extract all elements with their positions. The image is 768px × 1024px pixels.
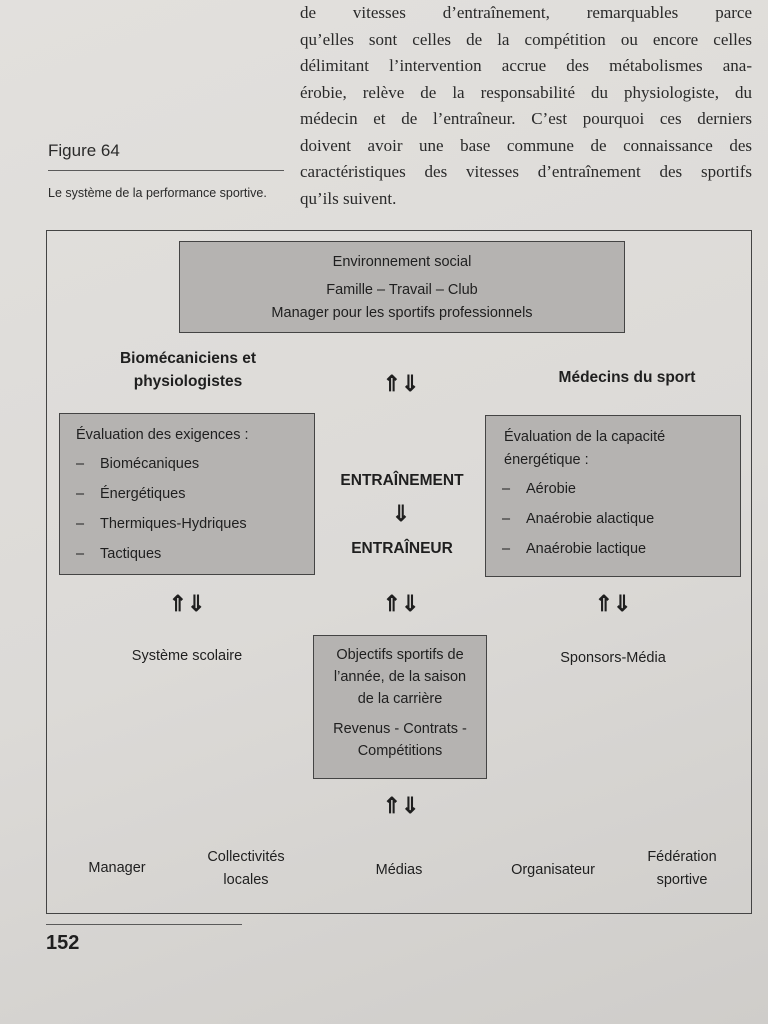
requirement-item: – Énergétiques [60, 479, 314, 509]
right-heading: Médecins du sport [558, 369, 696, 386]
capacity-title: Évaluation de la capacité [504, 429, 666, 445]
body-line: doivent avoir une base commune de connaissance des [300, 135, 752, 155]
manager-label: Manager [88, 860, 146, 876]
environment-box [179, 241, 625, 333]
collectivites-line: locales [223, 872, 269, 888]
capacity-box [485, 415, 741, 577]
left-heading-line: Biomécaniciens et [119, 350, 257, 367]
environment-title: Environnement social [332, 254, 472, 270]
figure-label: Figure 64 [48, 141, 120, 160]
organisateur-label: Organisateur [511, 862, 595, 878]
figure-caption: Le système de la performance sportive. [48, 186, 267, 200]
up-down-arrow-icon: ⇑⇓ [168, 591, 206, 616]
federation-label [627, 846, 737, 892]
page-number-rule [46, 924, 242, 925]
objectives-line: Revenus - Contrats - [333, 721, 467, 737]
collectivites-line: Collectivités [207, 849, 285, 865]
requirements-title: Évaluation des exigences : [76, 427, 249, 443]
body-line: caractéristiques des vitesses d’entraînement des sportifs [300, 162, 752, 181]
federation-line: Fédération [647, 849, 717, 865]
objectives-line: l’année, de la saison [333, 669, 467, 685]
federation-line: sportive [656, 872, 708, 888]
up-down-arrow-icon: ⇑⇓ [594, 591, 632, 616]
environment-line: Famille – Travail – Club [326, 282, 478, 298]
objectives-line: Compétitions [357, 743, 443, 759]
left-heading-line: physiologistes [133, 373, 243, 390]
up-down-arrow-icon: ⇑⇓ [382, 371, 420, 396]
body-line: érobie, relève de la responsabilité du physiologiste, du [300, 82, 752, 102]
objectives-line: de la carrière [357, 691, 443, 707]
capacity-item: – Aérobie [486, 474, 740, 504]
coach-label: ENTRAÎNEUR [351, 540, 453, 557]
capacity-title: énergétique : [504, 452, 589, 468]
down-arrow-icon: ⇓ [391, 501, 411, 526]
environment-line: Manager pour les sportifs professionnels [271, 305, 533, 321]
body-line: de vitesses d’entraînement, remarquables parce [300, 3, 752, 22]
objectives-line: Objectifs sportifs de [336, 647, 464, 663]
diagram-frame [46, 230, 752, 914]
capacity-item: – Anaérobie lactique [486, 534, 740, 564]
left-heading [93, 347, 283, 393]
up-down-arrow-icon: ⇑⇓ [382, 591, 420, 616]
objectives-box [313, 635, 487, 779]
requirements-box [59, 413, 315, 575]
requirement-item: – Thermiques-Hydriques [60, 509, 314, 539]
up-down-arrow-icon: ⇑⇓ [382, 793, 420, 818]
requirement-item: – Biomécaniques [60, 449, 314, 479]
body-line: qu’ils suivent. [300, 188, 397, 208]
capacity-item: – Anaérobie alactique [486, 504, 740, 534]
medias-label: Médias [375, 862, 423, 878]
training-label: ENTRAÎNEMENT [340, 472, 464, 489]
body-line: qu’elles sont celles de la compétition ou encore celles [300, 29, 752, 49]
school-label: Système scolaire [131, 648, 243, 664]
page-number: 152 [46, 932, 80, 954]
body-line: médecin et de l’entraîneur. C’est pourquoi ces derniers [300, 109, 752, 128]
figure-rule [48, 170, 284, 171]
body-line: délimitant l’intervention accrue des métabolismes ana- [300, 56, 752, 75]
collectivites-label [181, 846, 311, 892]
body-paragraph [300, 0, 752, 212]
requirement-item: – Tactiques [60, 539, 314, 569]
sponsors-label: Sponsors-Média [560, 650, 666, 666]
